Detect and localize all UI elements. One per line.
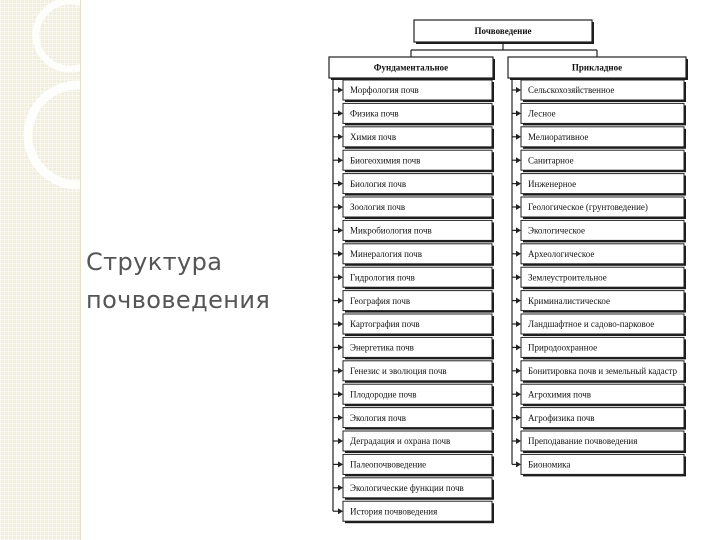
fundamental-item-box <box>343 314 494 336</box>
fundamental-item-arrow <box>338 134 343 140</box>
applied-item-box <box>521 103 686 125</box>
fundamental-item-box-label: Минералогия почв <box>350 249 422 259</box>
fundamental-item-arrow <box>338 87 343 93</box>
applied-item-box-label: Агрохимия почв <box>528 389 592 400</box>
fundamental-item-box-label: Экологические функции почв <box>350 483 464 493</box>
fundamental-item-box <box>343 244 494 266</box>
fundamental-item-box <box>343 127 494 149</box>
applied-item-box-label: Природоохранное <box>528 342 598 353</box>
slide-title-line-1: Структура <box>86 248 223 276</box>
applied-item-box-label: Экологическое <box>528 225 585 236</box>
applied-item-box <box>521 431 686 453</box>
fundamental-item-box-label: История почвоведения <box>350 506 438 517</box>
applied-item-box-label: Сельскохозяйственное <box>528 85 615 96</box>
applied-item-box-label: Археологическое <box>528 249 595 259</box>
applied-item-arrow <box>516 157 521 163</box>
fundamental-item-arrow <box>338 391 343 397</box>
applied-item-arrow <box>516 321 521 327</box>
applied-item-arrow <box>516 438 521 444</box>
fundamental-item-arrow <box>338 298 343 304</box>
applied-item-box-label: Инженерное <box>528 178 577 189</box>
fundamental-item-arrow <box>338 251 343 257</box>
fundamental-item-arrow <box>338 274 343 280</box>
fundamental-item-box-label: Химия почв <box>350 132 397 142</box>
fundamental-item-box <box>343 174 494 196</box>
applied-item-box-label: Преподавание почвоведения <box>528 436 638 447</box>
fundamental-header-box <box>329 57 495 80</box>
fundamental-item-box-label: Биология почв <box>350 178 407 189</box>
fundamental-item-box <box>343 267 494 289</box>
fundamental-item-arrow <box>338 415 343 421</box>
fundamental-item-arrow <box>338 368 343 374</box>
fundamental-item-box <box>343 478 494 500</box>
applied-item-box-label: Биономика <box>528 459 571 470</box>
fundamental-item-box-label: Морфология почв <box>350 85 419 96</box>
applied-item-box <box>521 267 686 289</box>
applied-item-box <box>521 127 686 149</box>
applied-item-box <box>521 197 686 219</box>
applied-item-arrow <box>516 368 521 374</box>
applied-item-arrow <box>516 251 521 257</box>
applied-item-box-label: Землеустроительное <box>528 272 607 283</box>
fundamental-item-box-label: Физика почв <box>350 108 399 119</box>
root-box-label: Почвоведение <box>474 26 532 37</box>
applied-header-box <box>508 57 688 80</box>
applied-item-box-label: Геологическое (грунтоведение) <box>528 202 648 213</box>
applied-item-box <box>521 361 686 383</box>
applied-item-box-label: Бонитировка почв и земельный кадастр <box>528 366 678 376</box>
applied-item-box <box>521 244 686 266</box>
fundamental-item-arrow <box>338 110 343 116</box>
fundamental-item-box-label: Энергетика почв <box>350 342 414 353</box>
applied-item-arrow <box>516 204 521 210</box>
fundamental-item-box <box>343 431 494 453</box>
fundamental-item-arrow <box>338 321 343 327</box>
applied-item-arrow <box>516 344 521 350</box>
applied-item-box <box>521 220 686 242</box>
applied-item-box-label: Санитарное <box>528 155 574 166</box>
fundamental-item-box <box>343 408 494 430</box>
fundamental-item-box <box>343 501 494 523</box>
applied-item-arrow <box>516 134 521 140</box>
applied-item-box <box>521 408 686 430</box>
fundamental-item-box <box>343 220 494 242</box>
fundamental-item-arrow <box>338 508 343 514</box>
fundamental-item-box <box>343 197 494 219</box>
fundamental-item-box <box>343 103 494 125</box>
applied-item-arrow <box>516 87 521 93</box>
fundamental-item-box <box>343 361 494 383</box>
fundamental-item-box-label: География почв <box>350 295 411 306</box>
applied-header-box-label: Прикладное <box>571 62 623 73</box>
fundamental-item-arrow <box>338 227 343 233</box>
fundamental-item-box-label: Гидрология почв <box>350 272 415 283</box>
fundamental-item-box <box>343 454 494 476</box>
applied-item-box <box>521 80 686 102</box>
applied-item-box-label: Ландшафтное и садово-парковое <box>528 319 655 330</box>
fundamental-item-box-label: Плодородие почв <box>350 389 417 400</box>
applied-item-arrow <box>516 461 521 467</box>
fundamental-item-box <box>343 80 494 102</box>
applied-item-box <box>521 337 686 359</box>
slide-title-line-2: почвоведения <box>86 286 271 314</box>
applied-item-box <box>521 174 686 196</box>
fundamental-item-box-label: Деградация и охрана почв <box>350 436 451 447</box>
applied-item-box <box>521 291 686 313</box>
fundamental-item-box-label: Генезис и эволюция почв <box>350 366 447 376</box>
fundamental-item-box-label: Экология почв <box>350 412 406 423</box>
applied-item-arrow <box>516 274 521 280</box>
fundamental-item-box-label: Картография почв <box>350 319 420 330</box>
applied-item-box-label: Агрофизика почв <box>528 412 595 423</box>
applied-item-box <box>521 454 686 476</box>
fundamental-item-arrow <box>338 157 343 163</box>
fundamental-item-box <box>343 337 494 359</box>
fundamental-item-arrow <box>338 438 343 444</box>
diagram-boxes <box>329 20 688 523</box>
applied-item-box <box>521 150 686 172</box>
applied-item-box-label: Мелиоративное <box>528 132 589 142</box>
applied-item-arrow <box>516 181 521 187</box>
applied-item-box <box>521 314 686 336</box>
fundamental-item-box-label: Палеопочвоведение <box>350 459 427 470</box>
root-box <box>414 20 594 44</box>
fundamental-item-box-label: Зоология почв <box>350 202 406 213</box>
fundamental-item-arrow <box>338 461 343 467</box>
fundamental-item-box <box>343 384 494 406</box>
fundamental-header-box-label: Фундаментальное <box>373 62 449 73</box>
fundamental-item-arrow <box>338 344 343 350</box>
applied-item-arrow <box>516 227 521 233</box>
fundamental-item-box <box>343 150 494 172</box>
applied-item-box-label: Лесное <box>528 108 556 119</box>
applied-item-box-label: Криминалистическое <box>528 295 611 306</box>
fundamental-item-arrow <box>338 181 343 187</box>
fundamental-item-arrow <box>338 485 343 491</box>
fundamental-item-box-label: Биогеохимия почв <box>350 155 421 166</box>
applied-item-arrow <box>516 415 521 421</box>
applied-item-arrow <box>516 110 521 116</box>
applied-item-arrow <box>516 391 521 397</box>
applied-item-box <box>521 384 686 406</box>
fundamental-item-box-label: Микробиология почв <box>350 225 432 236</box>
fundamental-item-box <box>343 291 494 313</box>
fundamental-item-arrow <box>338 204 343 210</box>
applied-item-arrow <box>516 298 521 304</box>
